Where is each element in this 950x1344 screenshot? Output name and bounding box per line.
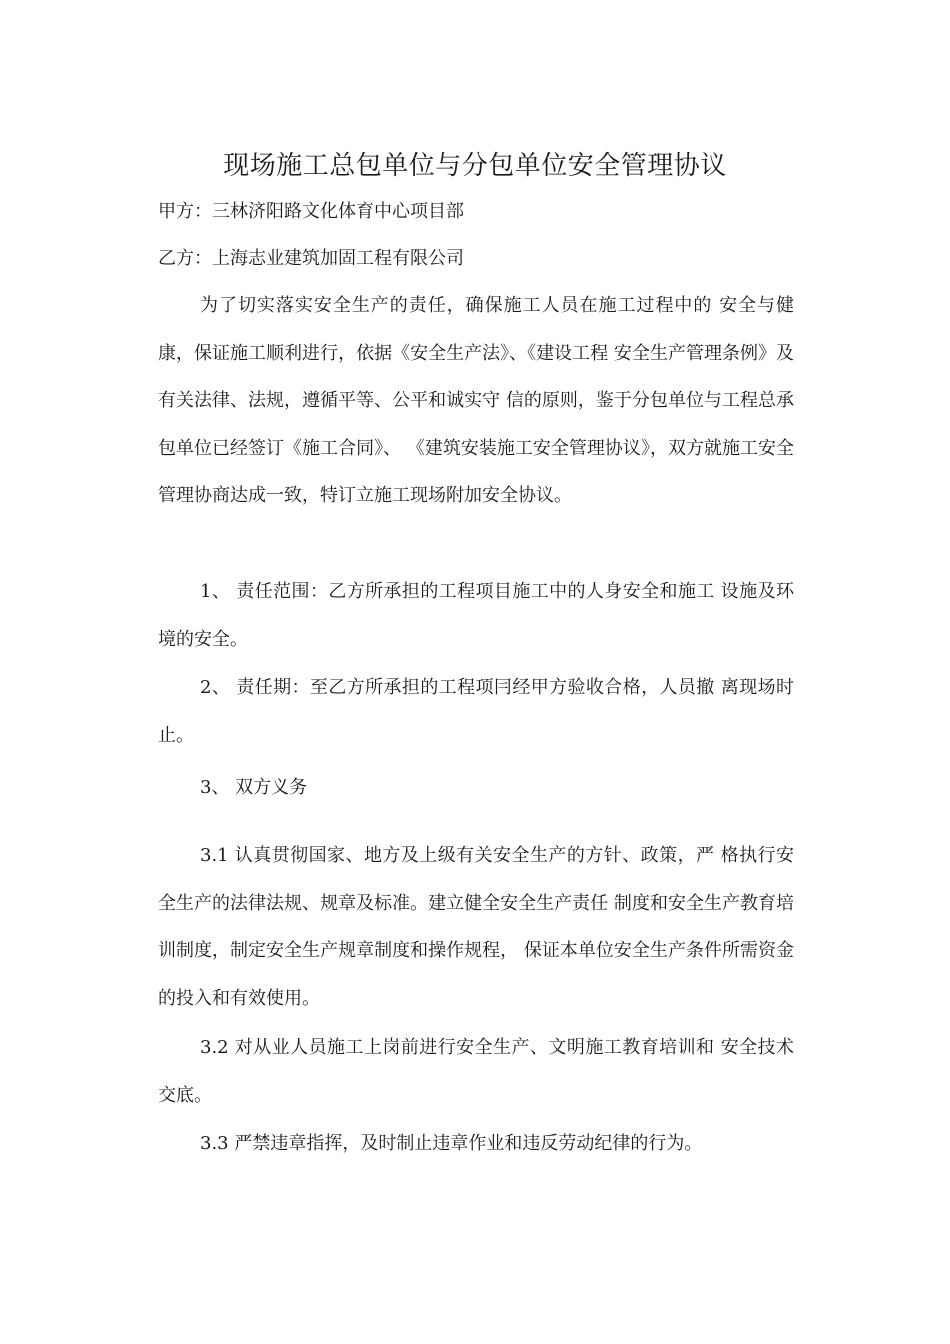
preamble-paragraph: 为了切实落实安全生产的责任，确保施工人员在施工过程中的 安全与健康，保证施工顺利进行，依据《安全生产法》、《建设工程 安全生产管理条例》及有关法律、法规，遵循平等、公平和诚实守 信的原则，鉴于分包单位与工程总承包单位已经签订《施工合同》、 《建筑安装施工安全管理协议》，双方就施工安全管理协商达成一致，特订立施工现场附加安全协议。 [158, 295, 794, 506]
clause-3-1: 3.1 认真贯彻国家、地方及上级有关安全生产的方针、政策，严 格执行安全生产的法律法规、规章及标准。建立健全安全生产责任 制度和安全生产教育培训制度，制定安全生产规章制度和操作规程， 保证本单位安全生产条件所需资金的投入和有效使用。 [158, 845, 794, 1009]
party-a: 甲方：三林济阳路文化体育中心项目部 [158, 201, 464, 222]
clause-3-2: 3.2 对从业人员施工上岗前进行安全生产、文明施工教育培训和 安全技术交底。 [158, 1037, 794, 1106]
clause-obligations-heading: 3、 双方义务 [200, 777, 308, 798]
clause-responsibility-period: 2、 责任期：至乙方所承担的工程项冃经甲方验收合格，人员撤 离现场时止。 [158, 677, 794, 746]
clause-3-3: 3.3 严禁违章指挥，及时制止违章作业和违反劳动纪律的行为。 [200, 1133, 703, 1154]
document-title: 现场施工总包单位与分包单位安全管理协议 [223, 151, 727, 181]
clause-responsibility-scope: 1、 责任范围：乙方所承担的工程项目施工中的人身安全和施工 设施及环境的安全。 [158, 581, 794, 650]
party-b: 乙方：上海志业建筑加固工程有限公司 [158, 248, 464, 269]
